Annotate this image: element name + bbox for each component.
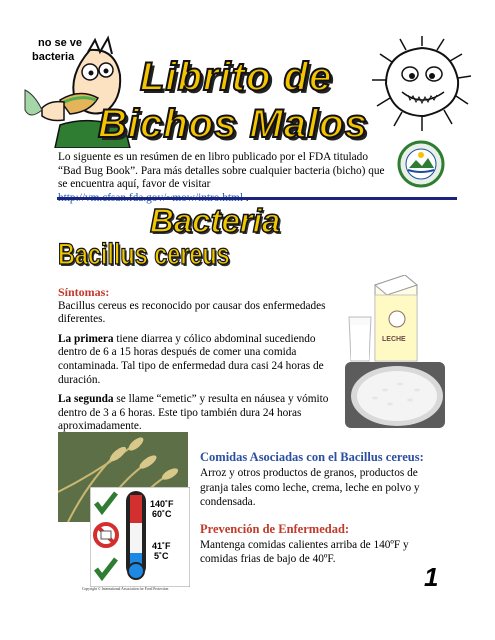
divider-rule xyxy=(57,197,457,200)
cold-c-label: 5˚C xyxy=(154,551,169,561)
hot-c-label: 60˚C xyxy=(152,509,172,519)
symptoms-description: Bacillus cereus es reconocido por causar dos enfermedades diferentes. xyxy=(58,299,326,326)
symptoms-label: Síntomas: xyxy=(58,285,110,299)
title-line-2: Bichos Malos xyxy=(98,102,368,146)
hot-f-label: 140˚F xyxy=(150,499,174,509)
cold-f-label: 41˚F xyxy=(152,541,171,551)
symptoms-second-type xyxy=(58,393,343,434)
milk-label: LECHE xyxy=(382,336,406,343)
cartoon-caption-line2: bacteria xyxy=(32,51,75,63)
intro-text: Lo siguente es un resúmen de en libro publicado por el FDA titulado “Bad Bug Book”. Para más detalles sobre cualquier bacteria (bicho) que se encuentra aquí, favor de visitar xyxy=(58,151,385,191)
page-number: 1 xyxy=(424,562,439,592)
second-type-label: La segunda xyxy=(58,393,114,406)
germ-monster-illustration xyxy=(372,36,472,132)
temperature-safety-chart xyxy=(90,487,190,587)
symptoms-section xyxy=(58,286,343,440)
prevention-title: Prevención de Enfermedad: xyxy=(200,522,350,536)
title-line-1: Librito de xyxy=(140,55,333,99)
symptoms-first-type xyxy=(58,333,343,387)
foods-text: Arroz y otros productos de granos, productos de granja tales como leche, crema, leche en polvo y condensada. xyxy=(200,467,420,508)
rice-bowl-image xyxy=(345,362,445,428)
copyright-note: Copyright © International Association for Food Protection xyxy=(82,587,169,591)
section-heading-bacteria: Bacteria xyxy=(150,202,281,239)
milk-carton-image xyxy=(345,275,445,363)
agency-seal-logo xyxy=(396,140,446,188)
first-type-text: tiene diarrea y cólico abdominal sucediendo dentro de 6 a 15 horas después de comer una comida contaminada. Tal tipo de enfermedad dura casi 24 horas de duración. xyxy=(58,332,324,386)
second-type-text: se llame “emetic” y resulta en náusea y vómito dentro de 3 a 6 horas. Este tipo también dura 24 horas aproximadamente. xyxy=(58,393,329,433)
cartoon-caption-line1: no se ve xyxy=(38,37,83,49)
first-type-label: La primera xyxy=(58,332,114,345)
prevention-text: Mantenga comidas calientes arriba de 140ºF y comidas frias de bajo de 40ºF. xyxy=(200,539,409,565)
organism-heading: Bacillus cereus xyxy=(58,238,230,271)
foods-title: Comidas Asociadas con el Bacillus cereus: xyxy=(200,450,424,464)
